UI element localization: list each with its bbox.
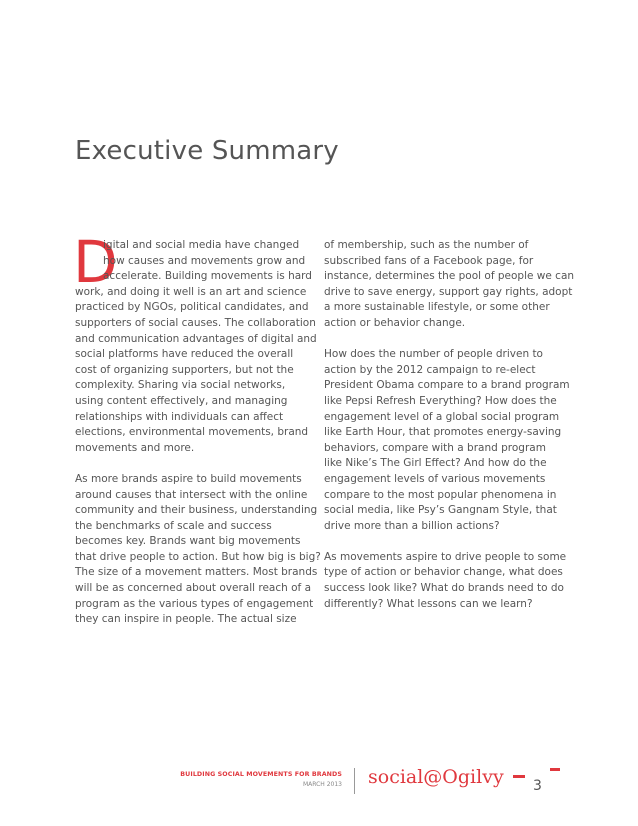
text-line: success look like? What do brands need to do [324,582,564,595]
text-line: like Pepsi Refresh Everything? How does the [324,394,557,407]
text-line: and communication advantages of digital and [75,332,317,345]
text-line: How does the number of people driven to [324,348,543,361]
text-line: type of action or behavior change, what does [324,566,563,579]
text-line: igital and social media have changed [103,239,300,251]
footer-divider [354,768,355,794]
text-line: behaviors, compare with a brand program [324,441,546,454]
intro-lines [75,238,312,285]
text-line: President Obama compare to a brand program [324,379,570,392]
text-line: cost of organizing supporters, but not the [75,363,294,376]
footer-date: MARCH 2013 [302,781,342,788]
right-paragraph-2 [324,347,570,534]
text-line: As more brands aspire to build movements [75,472,302,485]
text-line: of membership, such as the number of [324,239,529,251]
text-line: instance, determines the pool of people we can [324,270,575,283]
text-line: compare to the most popular phenomena in [324,488,557,501]
text-line: drive to save energy, support gay rights, adopt [324,285,573,298]
left-paragraph-2 [75,472,321,628]
text-line: subscribed fans of a Facebook page, for [324,254,534,267]
text-line: elections, environmental movements, brand [75,426,309,439]
text-line: a more sustainable lifestyle, or some other [324,301,550,314]
footer-report-info [180,770,342,790]
text-line: social media, like Psy’s Gangnam Style, that [324,504,557,517]
text-line: like Nike’s The Girl Effect? And how do the [324,457,547,470]
text-line: engagement levels of various movements [324,472,546,485]
text-line: will be as concerned about overall reach of a [75,582,312,595]
text-line: supporters of social causes. The collaboration [75,316,316,329]
decor-dash-2 [550,768,560,771]
footer-report-title: BUILDING SOCIAL MOVEMENTS FOR BRANDS [180,771,342,778]
text-line: becomes key. Brands want big movements [75,535,301,548]
text-line: complexity. Sharing via social networks, [75,379,286,392]
text-line: social platforms have reduced the overall [75,348,294,361]
text-line: engagement level of a global social program [324,410,560,423]
brand-logo: social@Ogilvy [368,766,504,788]
text-line: relationships with individuals can affect [75,410,284,423]
page-number: 3 [533,778,542,794]
text-line: around causes that intersect with the online [75,488,308,501]
text-line: movements and more. [75,441,195,454]
text-line: like Earth Hour, that promotes energy-saving [324,426,562,439]
page-title: Executive Summary [75,136,339,166]
text-line: The size of a movement matters. Most brands [75,566,318,579]
text-line: using content effectively, and managing [75,394,288,407]
text-line: drive more than a billion actions? [324,519,500,532]
right-paragraph-1 [324,238,575,332]
text-line: accelerate. Building movements is hard [103,270,312,283]
text-line: work, and doing it well is an art and science [75,285,307,298]
left-column [75,238,321,628]
text-line: practiced by NGOs, political candidates, and [75,301,309,314]
text-line: how causes and movements grow and [103,254,306,267]
decor-dash-1 [513,775,525,778]
text-line: action by the 2012 campaign to re-elect [324,363,536,376]
text-line: As movements aspire to drive people to some [324,550,567,563]
text-line: they can inspire in people. The actual size [75,613,297,626]
drop-cap: D [73,228,118,296]
right-column [324,238,575,612]
text-line: action or behavior change. [324,316,466,329]
text-line: community and their business, understanding [75,504,318,517]
left-paragraph-1 [75,285,317,457]
text-line: program as the various types of engagement [75,597,314,610]
text-line: that drive people to action. But how big is big? [75,550,321,563]
text-line: differently? What lessons can we learn? [324,597,533,610]
text-line: the benchmarks of scale and success [75,519,272,532]
right-paragraph-3 [324,550,567,612]
